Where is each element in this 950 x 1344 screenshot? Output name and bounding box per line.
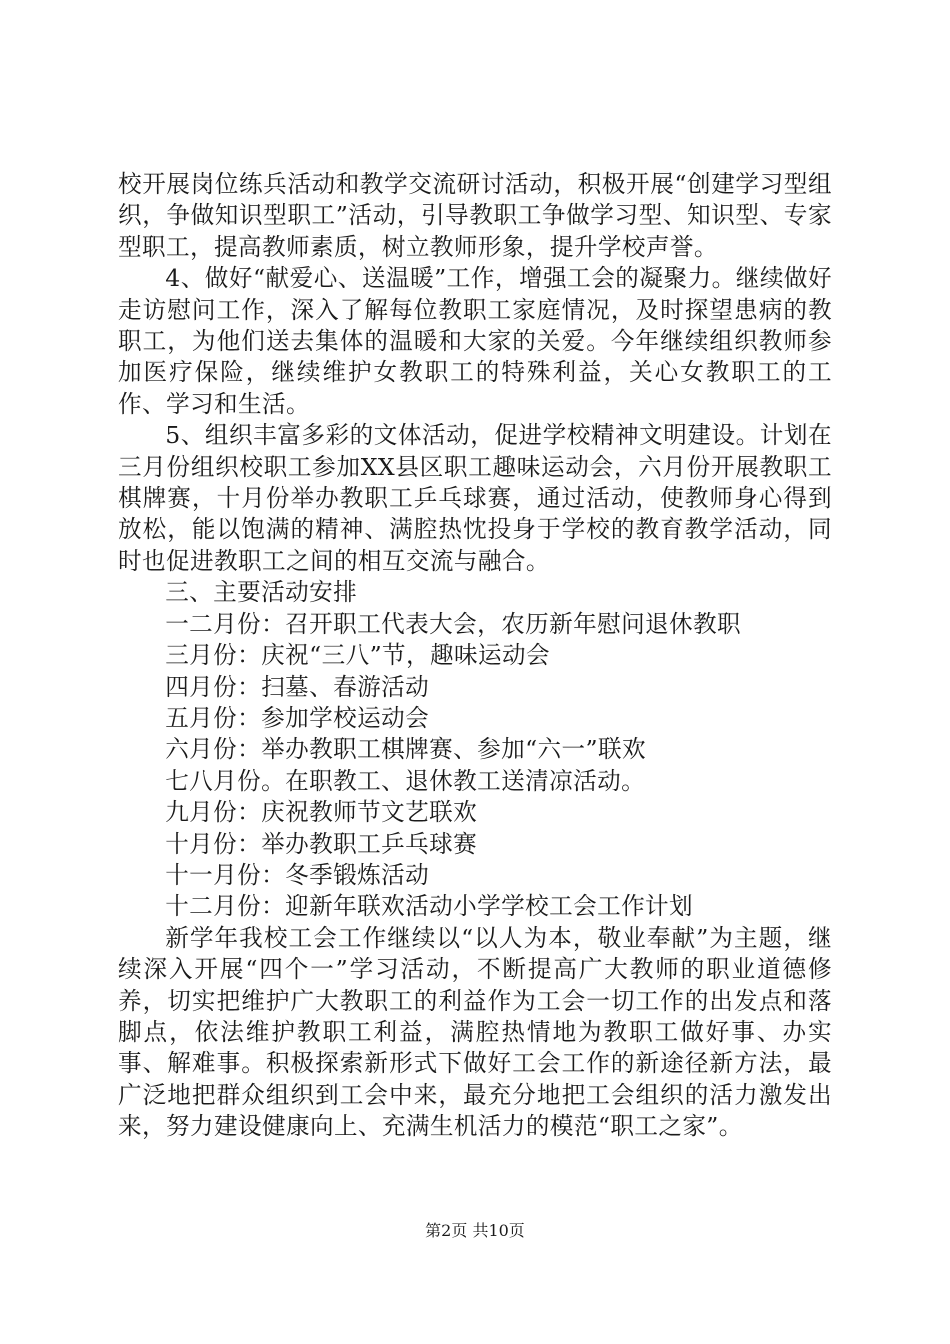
- schedule-item: 七八月份。在职教工、退休教工送清凉活动。: [165, 766, 646, 795]
- paragraph: 5、组织丰富多彩的文体活动，促进学校精神文明建设。计划在三月份组织校职工参加XX县区职工趣味运动会，六月份开展教职工棋牌赛，十月份举办教职工乒乓球赛，通过活动，使教师身心得到放松，能以饱满的精神、满腔热忱投身于学校的教育教学活动，同时也促进教职工之间的相互交流与融合。: [118, 421, 832, 575]
- schedule-item: 十月份：举办教职工乒乓球赛: [165, 829, 478, 858]
- schedule-item: 九月份：庆祝教师节文艺联欢: [165, 798, 478, 827]
- schedule-item: 三月份：庆祝“三八”节，趣味运动会: [165, 641, 551, 670]
- schedule-item: 一二月份：召开职工代表大会，农历新年慰问退休教职: [165, 609, 742, 638]
- schedule-item: 十一月份：冬季锻炼活动: [165, 860, 430, 889]
- paragraph: 4、做好“献爱心、送温暖”工作，增强工会的凝聚力。继续做好走访慰问工作，深入了解每位教职工家庭情况，及时探望患病的教职工，为他们送去集体的温暖和大家的关爱。今年继续组织教师参加医疗保险，继续维护女教职工的特殊利益，关心女教职工的工作、学习和生活。: [118, 264, 832, 418]
- schedule-item: 五月份：参加学校运动会: [165, 703, 430, 732]
- document-body: [118, 169, 832, 1143]
- schedule-item: 四月份：扫墓、春游活动: [165, 672, 430, 701]
- paragraph: 校开展岗位练兵活动和教学交流研讨活动，积极开展“创建学习型组织，争做知识型职工”活动，引导教职工争做学习型、知识型、专家型职工，提高教师素质，树立教师形象，提升学校声誉。: [118, 170, 832, 261]
- schedule-item: 六月份：举办教职工棋牌赛、参加“六一”联欢: [165, 735, 646, 764]
- page-number-footer: 第2页 共10页: [425, 1221, 525, 1240]
- section-heading: 三、主要活动安排: [165, 578, 358, 607]
- paragraph: 新学年我校工会工作继续以“以人为本，敬业奉献”为主题，继续深入开展“四个一”学习活动，不断提高广大教师的职业道德修养，切实把维护广大教职工的利益作为工会一切工作的出发点和落脚点，依法维护教职工利益，满腔热情地为教职工做好事、办实事、解难事。积极探索新形式下做好工会工作的新途径新方法，最广泛地把群众组织到工会中来，最充分地把工会组织的活力激发出来，努力建设健康向上、充满生机活力的模范“职工之家”。: [118, 923, 832, 1141]
- schedule-item: 十二月份：迎新年联欢活动小学学校工会工作计划: [165, 892, 694, 921]
